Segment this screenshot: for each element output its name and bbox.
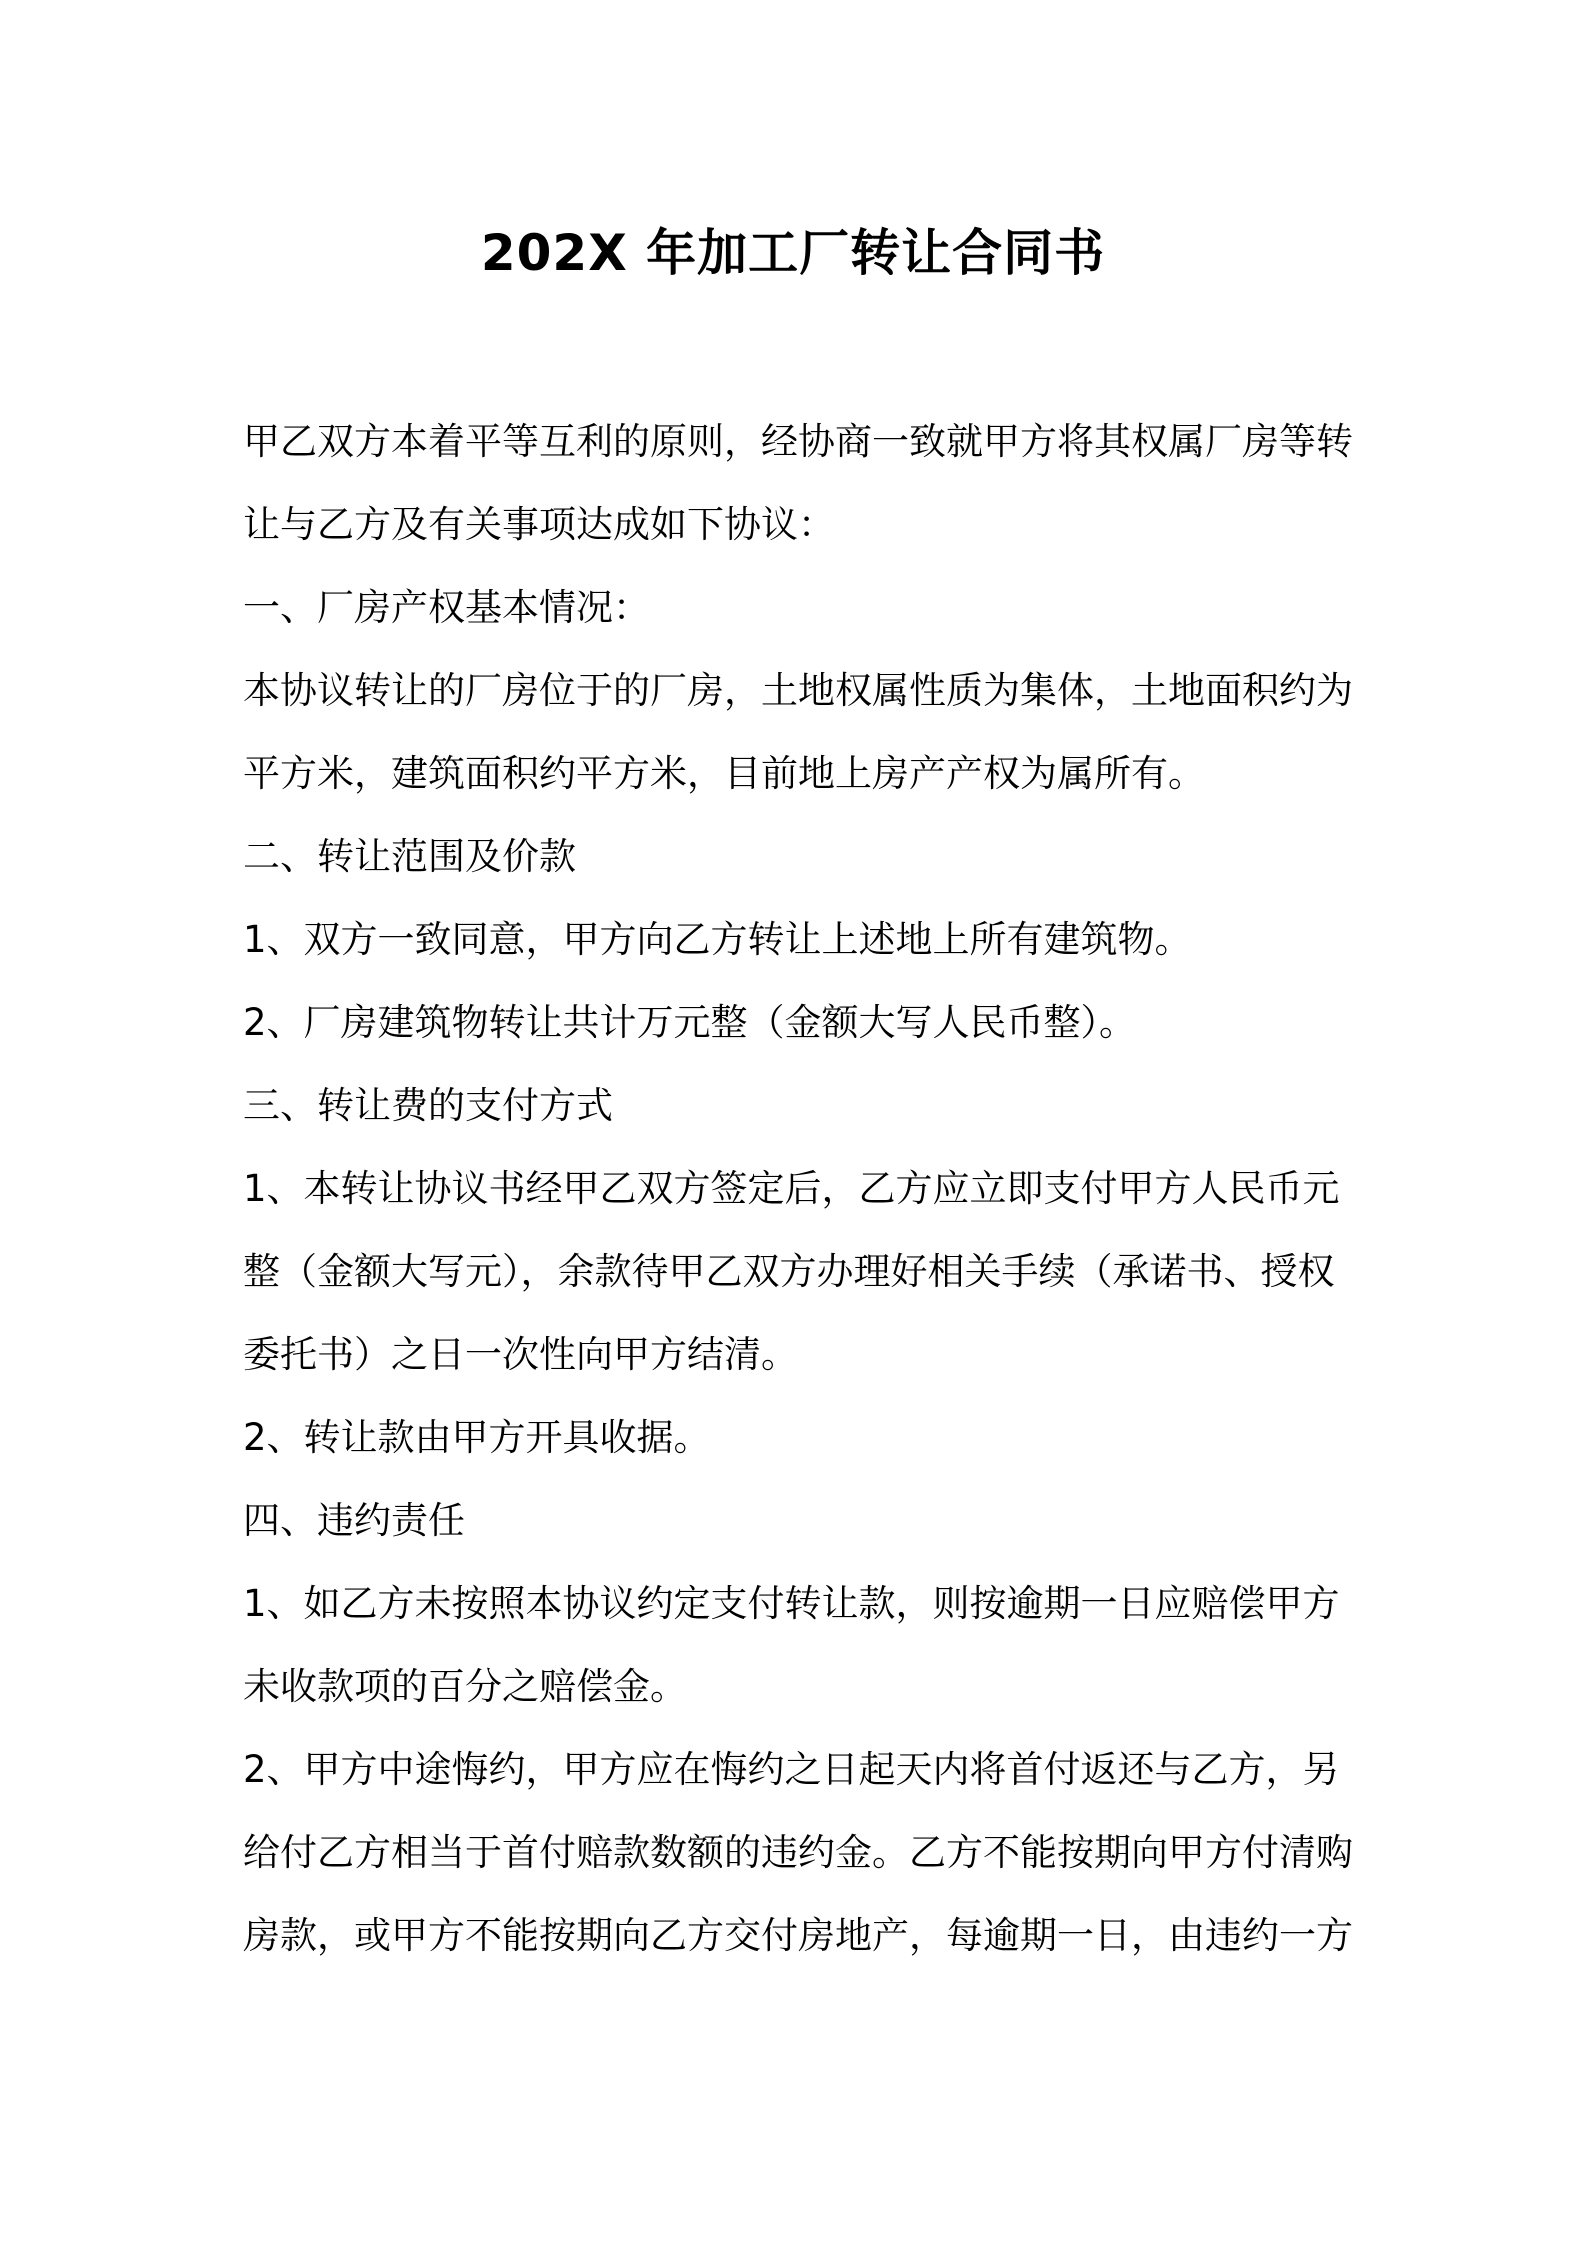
text-line: 1、本转让协议书经甲乙双方签定后，乙方应立即支付甲方人民币元 [243, 1167, 1340, 1210]
text-line: 1、如乙方未按照本协议约定支付转让款，则按逾期一日应赔偿甲方 [243, 1582, 1340, 1625]
text-line: 甲乙双方本着平等互利的原则，经协商一致就甲方将其权属厂房等转 [243, 420, 1353, 463]
text-line: 平方米，建筑面积约平方米，目前地上房产产权为属所有。 [243, 752, 1205, 795]
section-heading: 四、违约责任 [243, 1499, 465, 1542]
text-line: 整（金额大写元），余款待甲乙双方办理好相关手续（承诺书、授权 [243, 1250, 1335, 1293]
section-heading: 二、转让范围及价款 [243, 835, 576, 878]
text-line: 2、转让款由甲方开具收据。 [243, 1416, 711, 1459]
text-line: 让与乙方及有关事项达成如下协议： [243, 503, 835, 546]
text-line: 2、甲方中途悔约，甲方应在悔约之日起天内将首付返还与乙方，另 [243, 1748, 1340, 1791]
text-line: 1、双方一致同意，甲方向乙方转让上述地上所有建筑物。 [243, 918, 1192, 961]
document-title: 202X 年加工厂转让合同书 [480, 224, 1106, 282]
text-line: 未收款项的百分之赔偿金。 [243, 1665, 687, 1708]
document-body [243, 400, 1353, 1977]
text-line: 本协议转让的厂房位于的厂房，土地权属性质为集体，土地面积约为 [243, 669, 1353, 712]
text-line: 委托书）之日一次性向甲方结清。 [243, 1333, 798, 1376]
text-line: 房款，或甲方不能按期向乙方交付房地产，每逾期一日，由违约一方 [243, 1914, 1353, 1957]
text-line: 给付乙方相当于首付赔款数额的违约金。乙方不能按期向甲方付清购 [243, 1831, 1353, 1874]
section-heading: 一、厂房产权基本情况： [243, 586, 650, 629]
text-line: 2、厂房建筑物转让共计万元整（金额大写人民币整）。 [243, 1001, 1137, 1044]
section-heading: 三、转让费的支付方式 [243, 1084, 613, 1127]
